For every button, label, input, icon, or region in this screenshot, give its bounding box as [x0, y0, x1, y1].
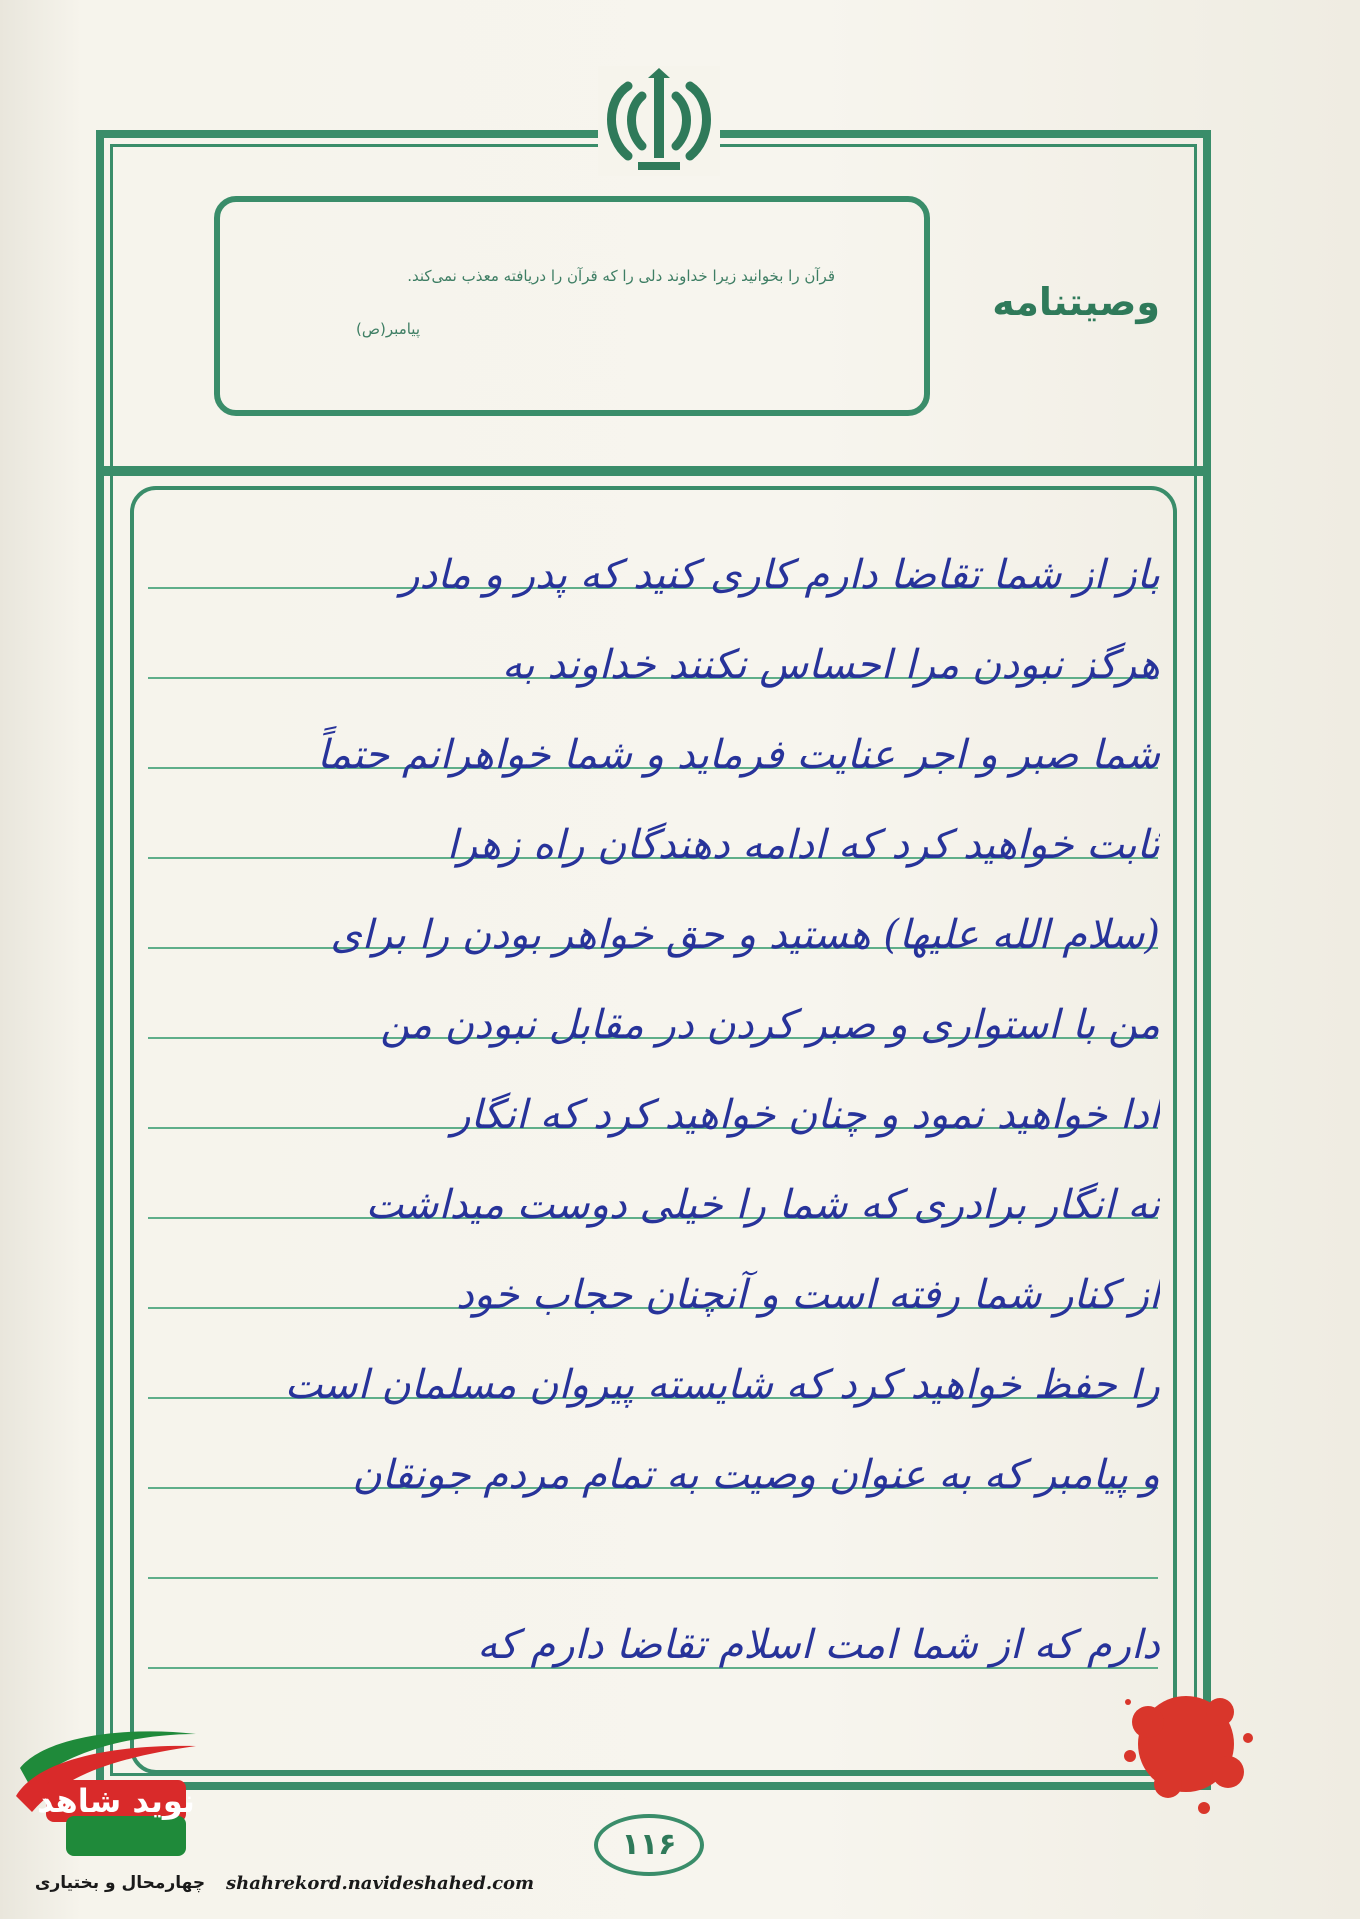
website-url: shahrekord.navideshahed.com	[226, 1873, 535, 1894]
handwritten-line: دارم که از شما امت اسلام تقاضا دارم که	[477, 1622, 1160, 1668]
quote-text: قرآن را بخوانید زیرا خداوند دلی را که قرآن را دریافته معذب نمی‌کند.	[407, 267, 835, 285]
handwritten-line: باز از شما تقاضا دارم کاری کنید که پدر و مادر	[400, 552, 1160, 598]
page-number: ۱۱۶	[594, 1814, 704, 1876]
blood-stain-icon	[1108, 1672, 1258, 1822]
handwritten-line: نه انگار برادری که شما را خیلی دوست میداشت	[365, 1182, 1160, 1228]
handwritten-line: را حفظ خواهید کرد که شایسته پیروان مسلمان است	[284, 1362, 1160, 1408]
logo-text: نوید شاهد	[37, 1782, 195, 1820]
quote-source: پیامبر(ص)	[356, 320, 420, 338]
iran-emblem-icon	[598, 66, 720, 176]
logo-subtitle: چهارمحال و بختیاری	[34, 1873, 206, 1893]
header-divider	[104, 466, 1203, 476]
quote-box	[214, 196, 930, 416]
handwritten-line: (سلام الله علیها) هستید و حق خواهر بودن را برای	[330, 912, 1160, 958]
handwritten-line: ادا خواهید نمود و چنان خواهید کرد که انگار	[451, 1092, 1160, 1138]
handwritten-line: از کنار شما رفته است و آنچنان حجاب خود	[455, 1272, 1160, 1318]
handwritten-line: من با استواری و صبر کردن در مقابل نبودن من	[380, 1002, 1160, 1048]
navideshahed-logo-icon	[6, 1716, 206, 1866]
handwritten-line: و پیامبر که به عنوان وصیت به تمام مردم جونقان	[352, 1452, 1160, 1498]
ruled-line	[148, 1577, 1158, 1579]
handwritten-line: هرگز نبودن مرا احساس نکنند خداوند به	[502, 642, 1160, 688]
handwritten-line: ثابت خواهید کرد که ادامه دهندگان راه زهرا	[446, 822, 1160, 868]
page-title: وصیتنامه	[992, 280, 1160, 324]
handwritten-line: شما صبر و اجر عنایت فرماید و شما خواهرانم حتماً	[317, 732, 1160, 778]
